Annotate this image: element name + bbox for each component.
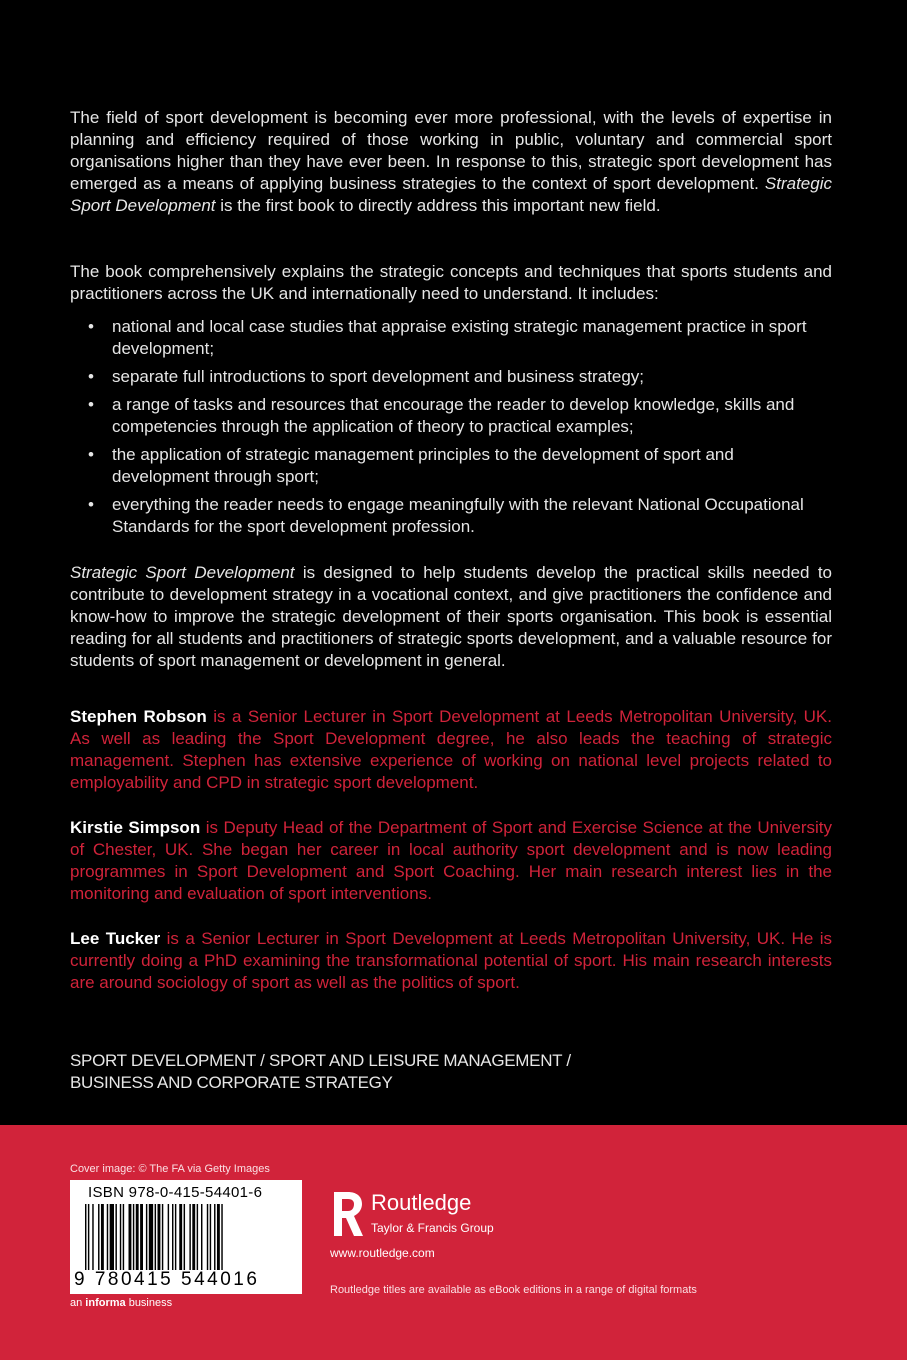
barcode-bar: [129, 1204, 132, 1270]
barcode-bar: [201, 1204, 202, 1270]
barcode-bar: [162, 1204, 163, 1270]
publisher-url: www.routledge.com: [330, 1246, 435, 1260]
bullet-icon: •: [88, 445, 94, 464]
barcode-bar: [207, 1204, 208, 1270]
closing-paragraph: Strategic Sport Development is designed to help students develop the practical skills needed to contribute to development strategy in a vocational context, and give practitioners the confidence and know-how to improve the strategic development of their sports organisation. This book is essential reading for all students and practitioners of strategic sports development, and a valuable resource for students of sport management or development in general.: [70, 563, 832, 670]
intro-paragraph-1: [70, 107, 832, 217]
barcode-bar: [140, 1204, 143, 1270]
bullet-icon: •: [88, 395, 94, 414]
intro-text-2: The book comprehensively explains the strategic concepts and techniques that sports students and practitioners across the UK and internationally need to understand. It includes:: [70, 262, 832, 303]
barcode-bar: [210, 1204, 211, 1270]
list-item: • national and local case studies that appraise existing strategic management practice in sport development;: [88, 317, 807, 358]
barcode: [70, 1180, 302, 1294]
barcode-bar: [197, 1204, 198, 1270]
routledge-logo-icon: [330, 1190, 364, 1238]
ean-digits: 9 780415 544016: [74, 1269, 260, 1290]
book-title-italic: Strategic Sport Development: [70, 174, 832, 215]
intro-paragraph-2: [70, 261, 832, 305]
bullet-icon: •: [88, 495, 94, 514]
barcode-bar: [155, 1204, 156, 1270]
author-bio-simpson: Kirstie Simpson is Deputy Head of the Department of Sport and Exercise Science at the University of Chester, UK. She began her career in local authority sport development and is now leading programmes in Sport Development and Sport Coaching. Her main research interest lies in the monitoring and evaluation of sport interventions.: [70, 818, 832, 903]
barcode-bar: [217, 1204, 220, 1270]
author-bio-robson: Stephen Robson is a Senior Lecturer in Sport Development at Leeds Metropolitan University, UK. As well as leading the Sport Development degree, he also leads the teaching of strategic management. Stephen has extensive experience of working on national level projects related to employability and CPD in strategic sport development.: [70, 707, 832, 792]
list-item: • a range of tasks and resources that encourage the reader to develop knowledge, skills and competencies through the application of theory to practical examples;: [88, 395, 795, 436]
barcode-bar: [168, 1204, 169, 1270]
barcode-bars-icon: [85, 1204, 289, 1270]
list-item: • separate full introductions to sport development and business strategy;: [88, 367, 645, 386]
intro-text-b: is the first book to directly address this important new field.: [215, 196, 661, 215]
intro-text-a: The field of sport development is becoming ever more professional, with the levels of expertise in planning and efficiency required of those working in public, voluntary and commercial sport organisations higher than they have ever been. In response to this, strategic sport development has emerged as a means of applying business strategies to the context of sport development.: [70, 108, 832, 193]
list-item: • everything the reader needs to engage meaningfully with the relevant National Occupational Standards for the sport development profession.: [88, 495, 804, 536]
publisher-name: Routledge: [371, 1190, 472, 1215]
barcode-bar: [179, 1204, 182, 1270]
barcode-bar: [158, 1204, 161, 1270]
author-name: Stephen Robson: [70, 707, 207, 726]
barcode-bar: [85, 1204, 86, 1270]
barcode-bar: [192, 1204, 195, 1270]
barcode-bar: [214, 1204, 215, 1270]
barcode-bar: [107, 1204, 108, 1270]
features-list: [70, 316, 832, 544]
barcode-bar: [123, 1204, 124, 1270]
isbn-label: ISBN 978-0-415-54401-6: [88, 1184, 263, 1201]
barcode-bar: [120, 1204, 121, 1270]
barcode-bar: [92, 1204, 93, 1270]
cover-image-credit: Cover image: © The FA via Getty Images: [70, 1163, 270, 1175]
barcode-bar: [98, 1204, 99, 1270]
ebook-availability-note: Routledge titles are available as eBook editions in a range of digital formats: [330, 1284, 697, 1296]
barcode-bar: [133, 1204, 134, 1270]
author-name: Lee Tucker: [70, 929, 161, 948]
barcode-bar: [175, 1204, 176, 1270]
author-name: Kirstie Simpson: [70, 818, 201, 837]
barcode-bar: [136, 1204, 139, 1270]
barcode-bar: [189, 1204, 190, 1270]
barcode-bar: [146, 1204, 147, 1270]
barcode-bar: [149, 1204, 153, 1270]
barcode-bar: [115, 1204, 116, 1270]
author-bio-tucker: Lee Tucker is a Senior Lecturer in Sport Development at Leeds Metropolitan University, UK. He is currently doing a PhD examining the transformational potential of sport. His main research interests are around sociology of sport as well as the politics of sport.: [70, 929, 832, 992]
subject-categories: SPORT DEVELOPMENT / SPORT AND LEISURE MANAGEMENT / BUSINESS AND CORPORATE STRATEGY: [70, 1051, 571, 1092]
informa-tagline: an informa business: [70, 1297, 173, 1309]
bullet-icon: •: [88, 367, 94, 386]
book-title-italic: Strategic Sport Development: [70, 563, 295, 582]
barcode-bar: [101, 1204, 104, 1270]
barcode-bar: [88, 1204, 89, 1270]
barcode-bar: [110, 1204, 114, 1270]
barcode-bar: [184, 1204, 185, 1270]
list-item: • the application of strategic management principles to the development of sport and development through sport;: [88, 445, 734, 486]
publisher-group: Taylor & Francis Group: [371, 1221, 494, 1235]
barcode-bar: [172, 1204, 173, 1270]
barcode-bar: [221, 1204, 222, 1270]
bullet-icon: •: [88, 317, 94, 336]
